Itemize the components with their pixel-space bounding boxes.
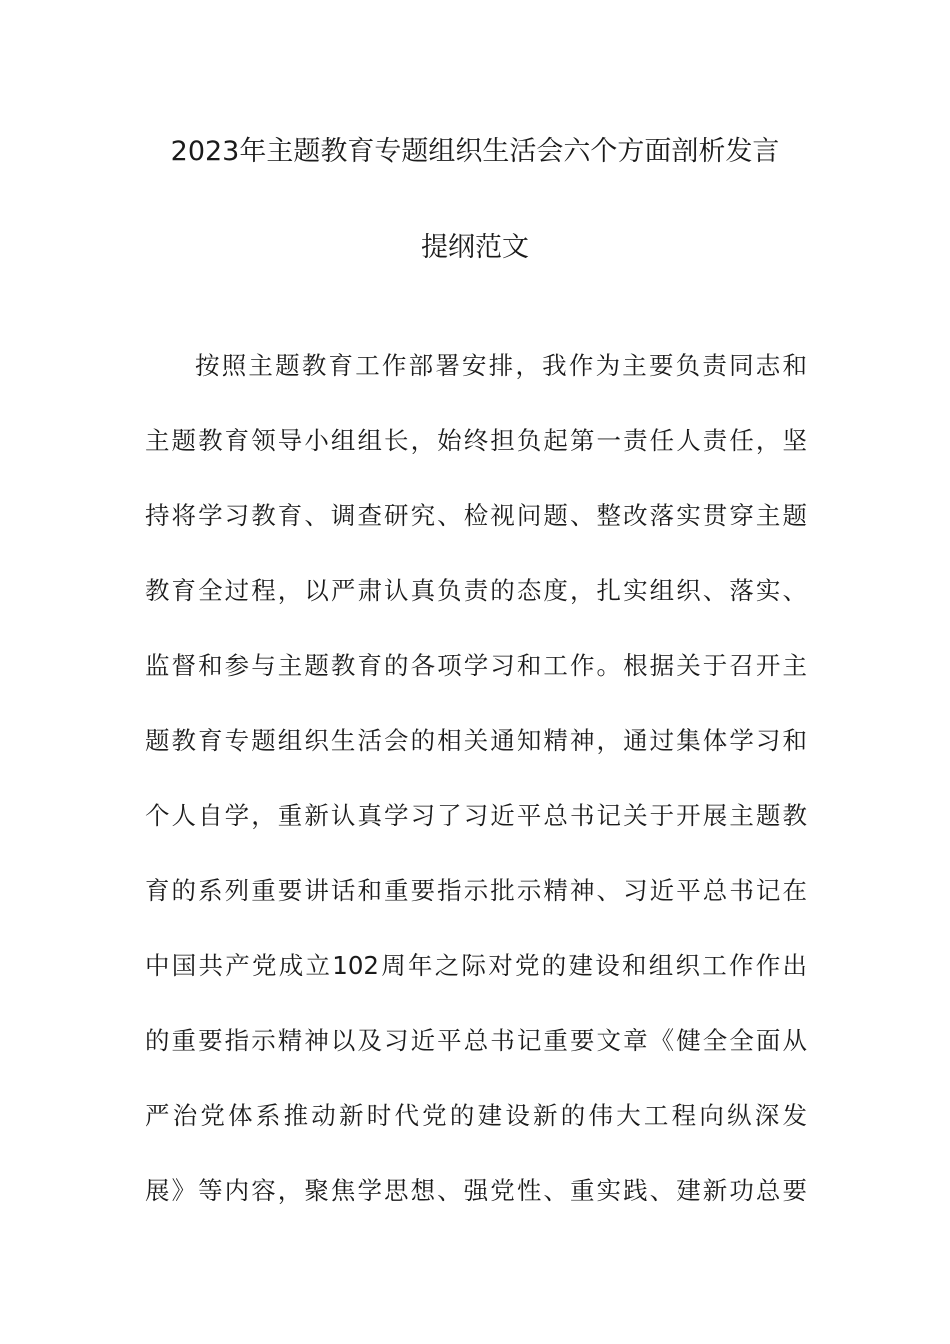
paragraph-line: 持将学习教育、调查研究、检视问题、整改落实贯穿主题	[145, 501, 807, 530]
paragraph-line: 育的系列重要讲话和重要指示批示精神、习近平总书记在	[145, 876, 807, 905]
paragraph-line: 主题教育领导小组组长，始终担负起第一责任人责任，坚	[145, 426, 807, 455]
paragraph-line: 题教育专题组织生活会的相关通知精神，通过集体学习和	[145, 726, 807, 755]
paragraph-line: 监督和参与主题教育的各项学习和工作。根据关于召开主	[145, 651, 807, 680]
paragraph-line: 的重要指示精神以及习近平总书记重要文章《健全全面从	[145, 1026, 807, 1055]
paragraph-line: 按照主题教育工作部署安排，我作为主要负责同志和	[195, 351, 807, 380]
paragraph-line: 个人自学，重新认真学习了习近平总书记关于开展主题教	[145, 801, 807, 830]
document-title-line-2: 提纲范文	[421, 232, 529, 263]
paragraph-line: 中国共产党成立102周年之际对党的建设和组织工作作出	[145, 951, 807, 980]
paragraph-line: 展》等内容，聚焦学思想、强党性、重实践、建新功总要	[145, 1176, 807, 1205]
paragraph-line: 教育全过程，以严肃认真负责的态度，扎实组织、落实、	[145, 576, 807, 605]
paragraph-line: 严治党体系推动新时代党的建设新的伟大工程向纵深发	[145, 1101, 807, 1130]
document-title-line-1: 2023年主题教育专题组织生活会六个方面剖析发言	[170, 136, 780, 167]
